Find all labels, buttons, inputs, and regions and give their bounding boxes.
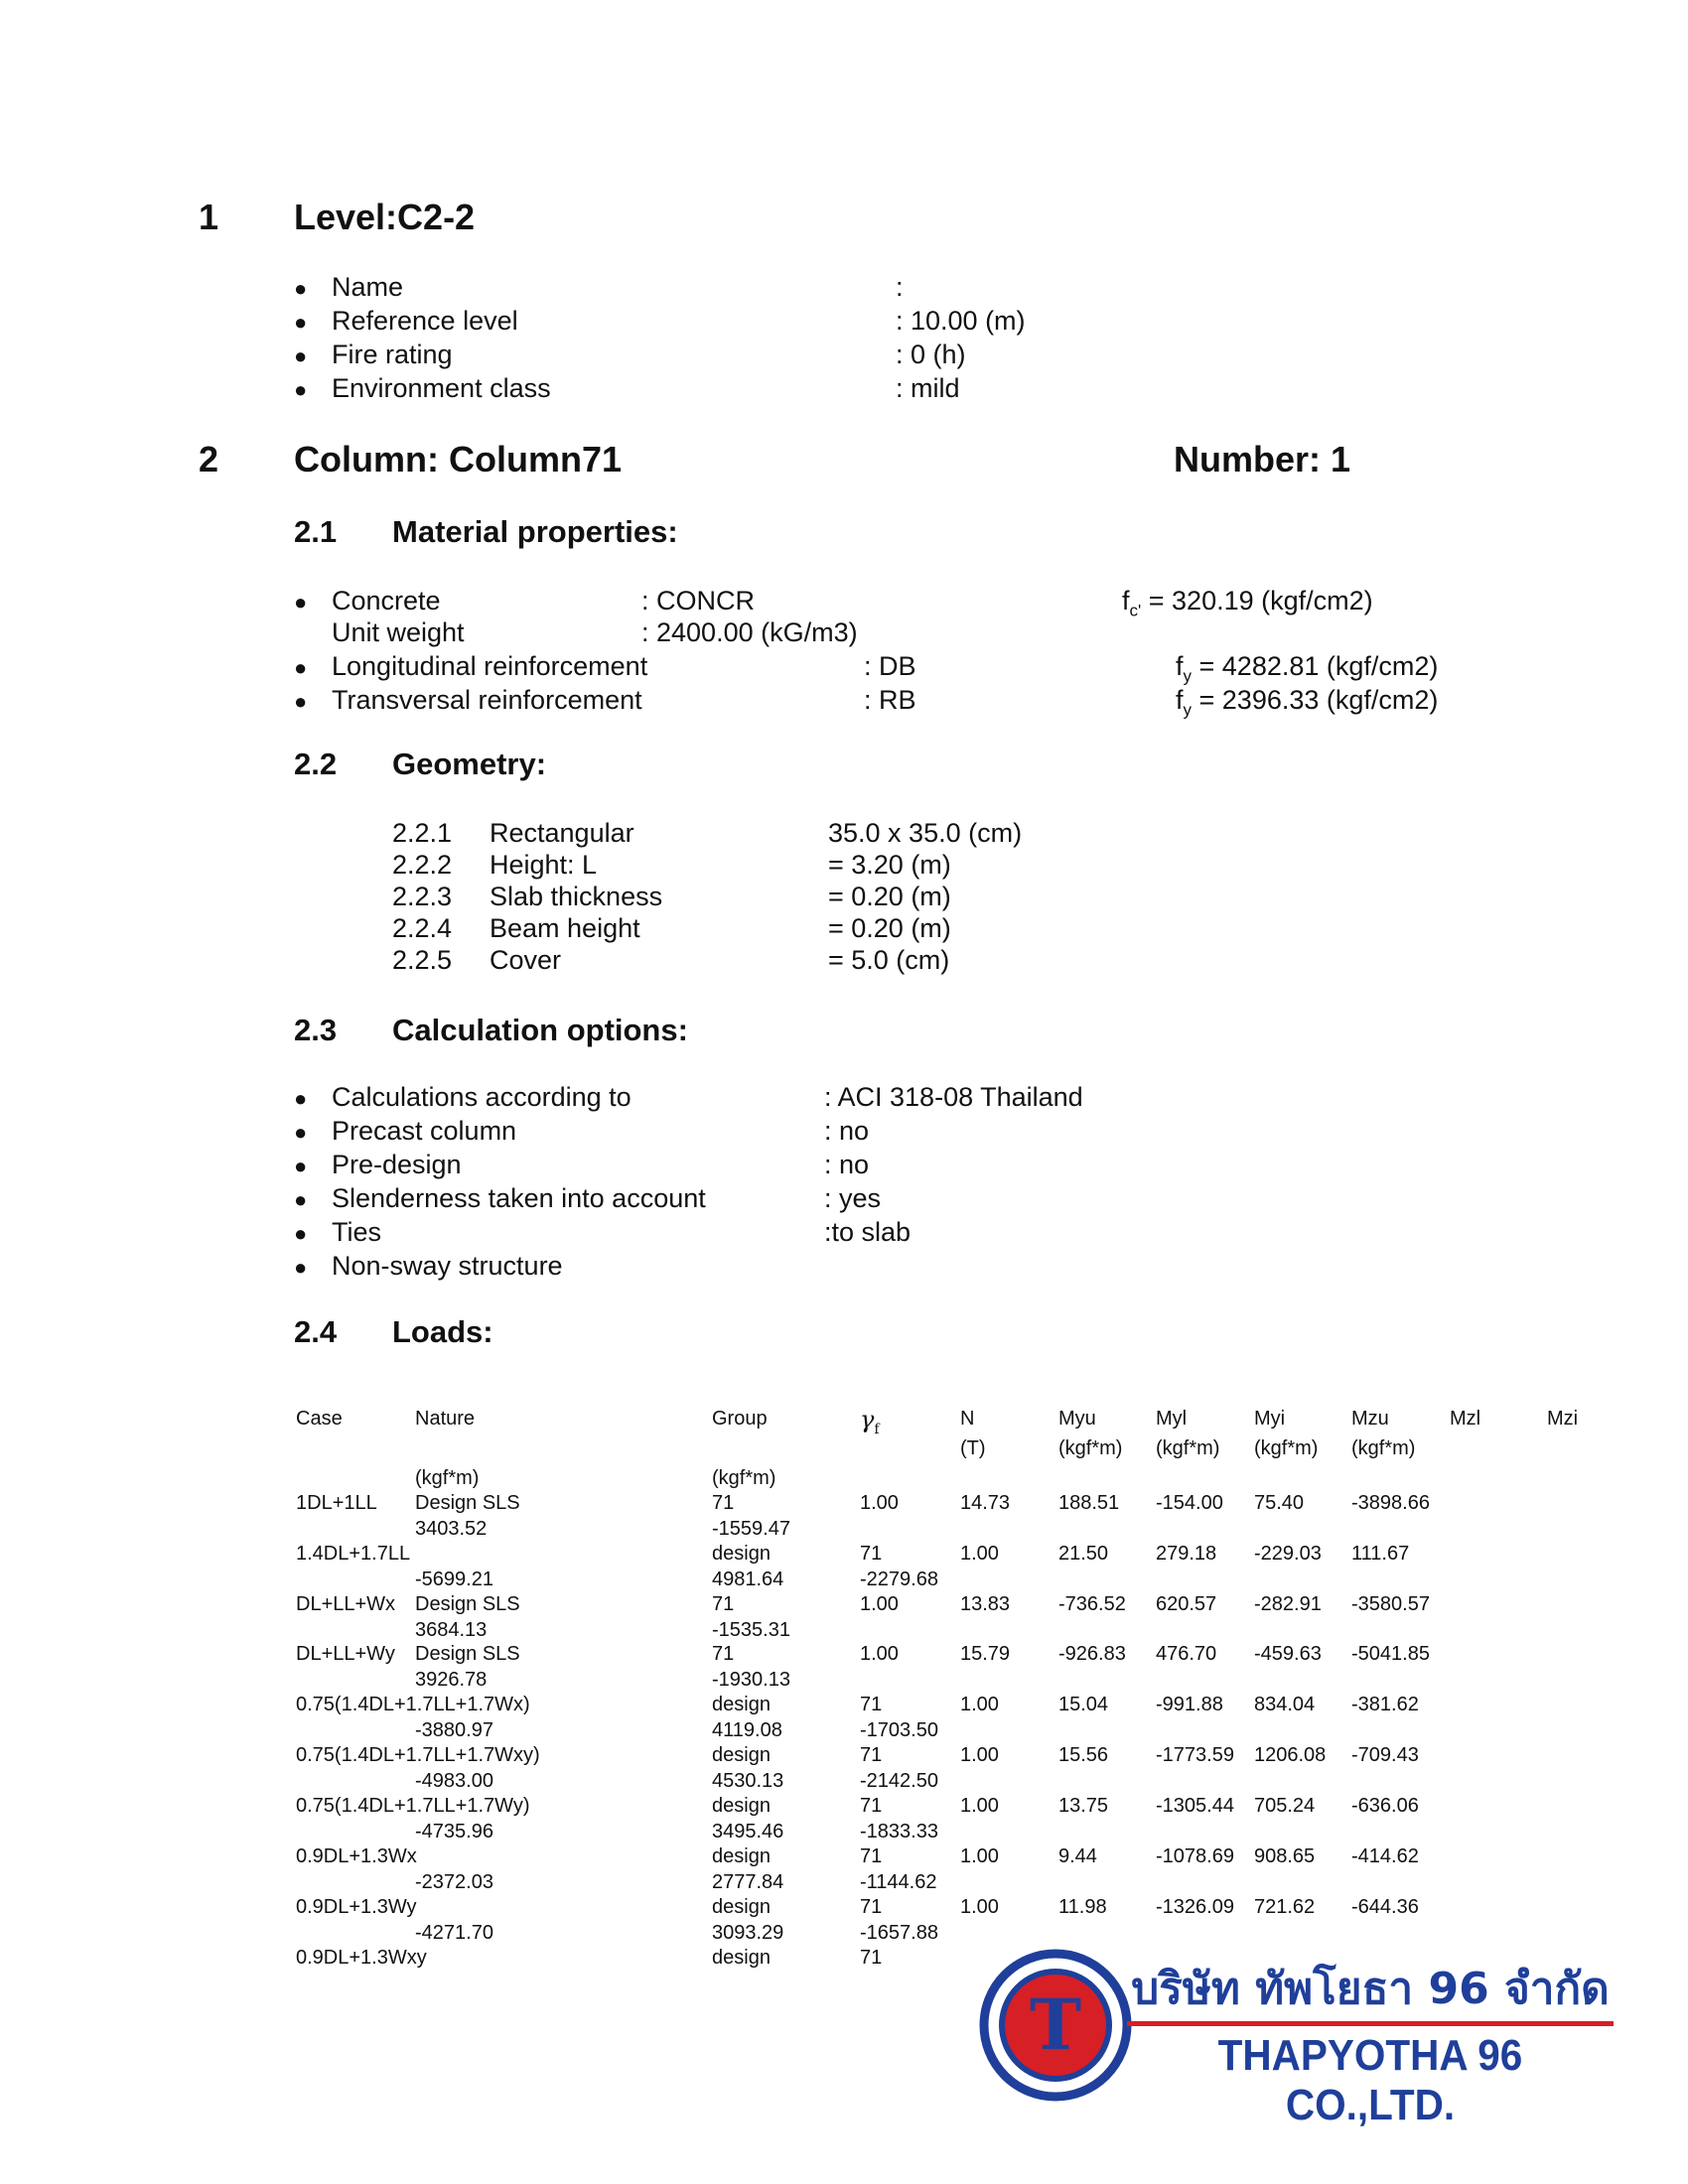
row-sub-2: -4271.70 (415, 1922, 493, 1944)
row-col-5: 1.00 (960, 1896, 999, 1918)
row-col-5: 1.00 (960, 1845, 999, 1867)
material-section-number: 2.1 (294, 514, 338, 549)
bullet-icon: ● (294, 1086, 308, 1111)
row-sub-3: 4530.13 (712, 1770, 784, 1792)
row-sub-4: -1144.62 (860, 1871, 937, 1893)
unit-weight-value: : 2400.00 (kG/m3) (641, 617, 858, 647)
bullet-icon: ● (294, 276, 308, 301)
row-case: 1DL+1LL (296, 1492, 377, 1514)
gamma-subscript: f (874, 1421, 880, 1437)
reference-level-value: : 10.00 (m) (896, 306, 1026, 336)
calc-section-title: Calculation options: (392, 1013, 688, 1047)
row-case: DL+LL+Wy (296, 1643, 395, 1665)
row-sub-4: -2279.68 (860, 1569, 938, 1590)
geometry-item-number: 2.2.4 (392, 913, 453, 943)
calc-option-label: Calculations according to (332, 1082, 632, 1112)
row-col-9: -3898.66 (1351, 1492, 1430, 1514)
transversal-fy-value: = 2396.33 (kgf/cm2) (1192, 685, 1439, 715)
row-col-3: design (712, 1795, 771, 1817)
row-sub-3: 3495.46 (712, 1821, 784, 1843)
fc-value: = 320.19 (kgf/cm2) (1141, 586, 1373, 615)
row-case: 1.4DL+1.7LL (296, 1543, 411, 1565)
calc-option-value: : ACI 318-08 Thailand (824, 1082, 1083, 1112)
geometry-item-label: Cover (490, 945, 562, 975)
concrete-label: Concrete (332, 586, 441, 615)
unit-weight-label: Unit weight (332, 617, 465, 647)
unit-mzi: (kgf*m) (712, 1467, 776, 1489)
row-col-5: 15.79 (960, 1643, 1011, 1665)
row-col-6: -736.52 (1058, 1593, 1126, 1615)
unit-myu: (kgf*m) (1058, 1437, 1123, 1459)
table-header-mzl: Mzl (1450, 1408, 1481, 1430)
row-col-8: 75.40 (1254, 1492, 1305, 1514)
row-col-4: 71 (860, 1845, 883, 1867)
table-header-case: Case (296, 1408, 343, 1430)
row-col-3: design (712, 1744, 771, 1766)
environment-class-value: : mild (896, 373, 960, 403)
section-2-number: 2 (199, 439, 219, 479)
logo-emblem-icon (976, 1946, 1135, 2105)
row-case: 0.75(1.4DL+1.7LL+1.7Wxy) (296, 1744, 540, 1766)
transversal-fy (1176, 685, 1438, 720)
row-sub-2: -3880.97 (415, 1719, 493, 1741)
loads-section-title: Loads: (392, 1314, 493, 1349)
row-sub-2: -4983.00 (415, 1770, 493, 1792)
row-col-6: 15.56 (1058, 1744, 1109, 1766)
table-header-mzu: Mzu (1351, 1408, 1389, 1430)
row-col-3: 71 (712, 1593, 735, 1615)
row-col-9: -3580.57 (1351, 1593, 1430, 1615)
table-header-n: N (960, 1408, 975, 1430)
row-col-9: -636.06 (1351, 1795, 1419, 1817)
calc-option-label: Precast column (332, 1116, 517, 1146)
calc-option-value: :to slab (824, 1217, 912, 1247)
transversal-value: : RB (864, 685, 916, 715)
longitudinal-label: Longitudinal reinforcement (332, 651, 648, 681)
row-col-6: 21.50 (1058, 1543, 1109, 1565)
row-sub-3: -1930.13 (712, 1669, 790, 1691)
row-col-8: -459.63 (1254, 1643, 1322, 1665)
calc-section-number: 2.3 (294, 1013, 338, 1047)
row-sub-4: -2142.50 (860, 1770, 938, 1792)
level-name-label: Name (332, 272, 404, 302)
row-col-4: 1.00 (860, 1643, 899, 1665)
table-header-gamma (860, 1406, 880, 1437)
section-1-title: Level:C2-2 (294, 197, 476, 237)
geometry-item-value: = 0.20 (m) (828, 913, 951, 943)
row-col-7: -1305.44 (1156, 1795, 1234, 1817)
row-col-8: 721.62 (1254, 1896, 1316, 1918)
row-col-6: 9.44 (1058, 1845, 1097, 1867)
row-col-8: 908.65 (1254, 1845, 1316, 1867)
calc-option-label: Ties (332, 1217, 382, 1247)
row-sub-2: -2372.03 (415, 1871, 493, 1893)
geometry-item-label: Beam height (490, 913, 640, 943)
row-col-4: 71 (860, 1896, 883, 1918)
geometry-item-number: 2.2.3 (392, 882, 453, 911)
row-col-6: -926.83 (1058, 1643, 1126, 1665)
row-sub-2: 3403.52 (415, 1518, 488, 1540)
fc-subscript: c' (1129, 601, 1142, 620)
table-header-myl: Myl (1156, 1408, 1188, 1430)
row-col-4: 1.00 (860, 1492, 899, 1514)
row-sub-2: -4735.96 (415, 1821, 493, 1843)
bullet-icon: ● (294, 1187, 308, 1212)
fy-subscript: y (1183, 700, 1193, 720)
row-col-2: Design SLS (415, 1492, 520, 1514)
bullet-icon: ● (294, 1221, 308, 1246)
row-col-3: 71 (712, 1492, 735, 1514)
fc-strength (1122, 586, 1373, 620)
row-col-6: 15.04 (1058, 1694, 1109, 1715)
row-sub-4: -1833.33 (860, 1821, 938, 1843)
geometry-section-title: Geometry: (392, 747, 547, 781)
row-col-3: design (712, 1845, 771, 1867)
row-sub-3: -1535.31 (712, 1619, 790, 1641)
unit-myi: (kgf*m) (1254, 1437, 1319, 1459)
row-case: 0.9DL+1.3Wy (296, 1896, 417, 1918)
row-col-8: -282.91 (1254, 1593, 1322, 1615)
row-col-8: -229.03 (1254, 1543, 1322, 1565)
row-col-3: 71 (712, 1643, 735, 1665)
row-sub-4: -1657.88 (860, 1922, 938, 1944)
row-col-4: 71 (860, 1744, 883, 1766)
unit-mzu: (kgf*m) (1351, 1437, 1416, 1459)
row-sub-2: 3684.13 (415, 1619, 488, 1641)
bullet-icon: ● (294, 689, 308, 714)
row-col-3: design (712, 1947, 771, 1969)
fy-symbol: f (1176, 685, 1184, 715)
row-col-2: Design SLS (415, 1643, 520, 1665)
calc-option-value: : no (824, 1150, 870, 1179)
row-col-4: 71 (860, 1795, 883, 1817)
geometry-item-number: 2.2.5 (392, 945, 453, 975)
row-col-9: -381.62 (1351, 1694, 1419, 1715)
table-header-myi: Myi (1254, 1408, 1286, 1430)
row-sub-3: 4119.08 (712, 1719, 782, 1741)
row-sub-2: -5699.21 (415, 1569, 493, 1590)
row-col-4: 71 (860, 1694, 883, 1715)
material-section-title: Material properties: (392, 514, 678, 549)
geometry-item-label: Rectangular (490, 818, 634, 848)
row-case: 0.75(1.4DL+1.7LL+1.7Wy) (296, 1795, 530, 1817)
geometry-item-value: 35.0 x 35.0 (cm) (828, 818, 1023, 848)
row-sub-3: 3093.29 (712, 1922, 784, 1944)
row-col-7: 620.57 (1156, 1593, 1217, 1615)
gamma-symbol: γ (860, 1406, 875, 1433)
geometry-item-label: Slab thickness (490, 882, 663, 911)
fy-symbol: f (1176, 651, 1184, 681)
table-header-nature: Nature (415, 1408, 476, 1430)
bullet-icon: ● (294, 655, 308, 680)
longitudinal-value: : DB (864, 651, 916, 681)
row-col-9: -644.36 (1351, 1896, 1419, 1918)
logo-thai-name: บริษัท ทัพโยธา 96 จำกัด (1131, 1964, 1610, 2014)
fy-subscript: y (1183, 666, 1193, 686)
fire-rating-value: : 0 (h) (896, 340, 966, 369)
material-list (294, 586, 1585, 725)
unit-mzl: (kgf*m) (415, 1467, 480, 1489)
calc-option-label: Slenderness taken into account (332, 1183, 706, 1213)
calc-option-value: : no (824, 1116, 870, 1146)
row-col-5: 1.00 (960, 1744, 999, 1766)
row-col-6: 11.98 (1058, 1896, 1107, 1918)
section-2-title: Column: Column71 (294, 439, 622, 479)
row-case: 0.9DL+1.3Wx (296, 1845, 417, 1867)
row-col-7: 279.18 (1156, 1543, 1217, 1565)
fire-rating-label: Fire rating (332, 340, 453, 369)
longitudinal-fy (1176, 651, 1438, 686)
column-number: Number: 1 (1174, 439, 1351, 479)
geometry-item-number: 2.2.2 (392, 850, 453, 880)
reference-level-label: Reference level (332, 306, 518, 336)
row-case: 0.75(1.4DL+1.7LL+1.7Wx) (296, 1694, 530, 1715)
row-col-5: 1.00 (960, 1543, 999, 1565)
geometry-item-value: = 3.20 (m) (828, 850, 951, 880)
geometry-item-label: Height: L (490, 850, 598, 880)
bullet-icon: ● (294, 1154, 308, 1178)
row-col-8: 1206.08 (1254, 1744, 1327, 1766)
fc-symbol: f (1122, 586, 1130, 615)
row-col-3: design (712, 1543, 771, 1565)
geometry-item-value: = 0.20 (m) (828, 882, 951, 911)
row-col-7: 476.70 (1156, 1643, 1217, 1665)
transversal-label: Transversal reinforcement (332, 685, 642, 715)
row-col-7: -1773.59 (1156, 1744, 1234, 1766)
table-header-mzi: Mzi (1547, 1408, 1579, 1430)
bullet-icon: ● (294, 377, 308, 402)
unit-myl: (kgf*m) (1156, 1437, 1220, 1459)
row-col-6: 13.75 (1058, 1795, 1109, 1817)
loads-section-number: 2.4 (294, 1314, 338, 1349)
row-col-2: Design SLS (415, 1593, 520, 1615)
row-sub-2: 3926.78 (415, 1669, 488, 1691)
geometry-section-number: 2.2 (294, 747, 338, 781)
row-col-7: -1326.09 (1156, 1896, 1234, 1918)
row-col-4: 71 (860, 1543, 883, 1565)
bullet-icon: ● (294, 1255, 308, 1280)
geometry-list (392, 818, 1286, 987)
table-header-group: Group (712, 1408, 768, 1430)
row-col-9: -414.62 (1351, 1845, 1419, 1867)
logo-company-name: THAPYOTHA 96 CO.,LTD. (1217, 2031, 1523, 2129)
geometry-item-value: = 5.0 (cm) (828, 945, 950, 975)
calc-option-label: Non-sway structure (332, 1251, 563, 1281)
bullet-icon: ● (294, 310, 308, 335)
row-col-8: 705.24 (1254, 1795, 1316, 1817)
bullet-icon: ● (294, 1120, 308, 1145)
row-case: 0.9DL+1.3Wxy (296, 1947, 427, 1969)
bullet-icon: ● (294, 343, 308, 368)
table-header-myu: Myu (1058, 1408, 1096, 1430)
row-col-5: 14.73 (960, 1492, 1011, 1514)
row-case: DL+LL+Wx (296, 1593, 396, 1615)
row-col-9: -709.43 (1351, 1744, 1419, 1766)
company-logo (968, 1936, 1623, 2129)
row-col-5: 13.83 (960, 1593, 1011, 1615)
row-sub-3: 4981.64 (712, 1569, 784, 1590)
environment-class-label: Environment class (332, 373, 551, 403)
level-name-value: : (896, 272, 904, 302)
concrete-value: : CONCR (641, 586, 755, 615)
unit-n: (T) (960, 1437, 986, 1459)
row-col-7: -991.88 (1156, 1694, 1223, 1715)
geometry-item-number: 2.2.1 (392, 818, 453, 848)
calc-option-value: : yes (824, 1183, 882, 1213)
row-col-9: 111.67 (1351, 1543, 1410, 1565)
row-sub-3: -1559.47 (712, 1518, 790, 1540)
logo-letter: T (1029, 1983, 1082, 2066)
bullet-icon: ● (294, 590, 308, 614)
row-sub-3: 2777.84 (712, 1871, 784, 1893)
section-1-number: 1 (199, 197, 219, 237)
calc-option-label: Pre-design (332, 1150, 462, 1179)
row-col-4: 1.00 (860, 1593, 899, 1615)
row-col-3: design (712, 1694, 771, 1715)
row-col-8: 834.04 (1254, 1694, 1316, 1715)
row-col-7: -1078.69 (1156, 1845, 1234, 1867)
calc-options-list (294, 1082, 1287, 1291)
longitudinal-fy-value: = 4282.81 (kgf/cm2) (1192, 651, 1439, 681)
row-col-9: -5041.85 (1351, 1643, 1430, 1665)
row-col-5: 1.00 (960, 1694, 999, 1715)
row-col-6: 188.51 (1058, 1492, 1120, 1514)
logo-divider (1127, 2021, 1614, 2026)
row-col-3: design (712, 1896, 771, 1918)
row-col-4: 71 (860, 1947, 883, 1969)
row-col-5: 1.00 (960, 1795, 999, 1817)
row-col-7: -154.00 (1156, 1492, 1223, 1514)
row-sub-4: -1703.50 (860, 1719, 938, 1741)
